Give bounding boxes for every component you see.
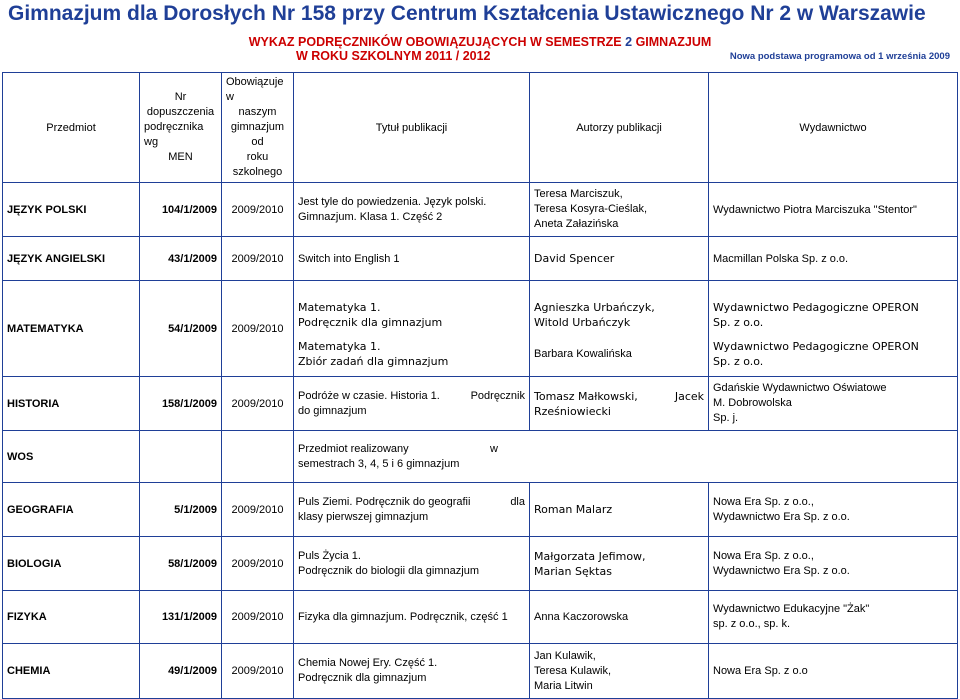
- year-cell: 2009/2010: [222, 377, 294, 431]
- table-row: [3, 483, 958, 537]
- year-cell: 2009/2010: [222, 483, 294, 537]
- header-number: Nr dopuszczenia podręcznika wg MEN: [140, 73, 222, 183]
- subject-cell: MATEMATYKA: [3, 281, 140, 377]
- publisher-cell: Macmillan Polska Sp. z o.o.: [709, 237, 958, 281]
- year-cell: 2009/2010: [222, 183, 294, 237]
- publisher-cell: [709, 431, 958, 483]
- number-cell: 158/1/2009: [140, 377, 222, 431]
- header-publisher: Wydawnictwo: [709, 73, 958, 183]
- publisher-cell: Nowa Era Sp. z o.o: [709, 644, 958, 699]
- title-cell: Puls Ziemi. Podręcznik do geografii dla klasy pierwszej gimnazjum: [294, 483, 530, 537]
- header-authors: Autorzy publikacji: [530, 73, 709, 183]
- header-title: Tytuł publikacji: [294, 73, 530, 183]
- title-cell: Fizyka dla gimnazjum. Podręcznik, część 1: [294, 591, 530, 644]
- publisher-cell: Wydawnictwo Piotra Marciszuka "Stentor": [709, 183, 958, 237]
- subject-cell: GEOGRAFIA: [3, 483, 140, 537]
- authors-cell: Teresa Marciszuk, Teresa Kosyra-Cieślak, Aneta Załazińska: [530, 183, 709, 237]
- heading-line-1: WYKAZ PODRĘCZNIKÓW OBOWIĄZUJĄCYCH W SEMESTRZE 2 GIMNAZJUM: [248, 35, 712, 49]
- year-cell: 2009/2010: [222, 644, 294, 699]
- title-cell: Matematyka 1. Podręcznik dla gimnazjum: [294, 281, 530, 332]
- table-row: [3, 644, 958, 699]
- number-cell: 131/1/2009: [140, 591, 222, 644]
- authors-cell: Małgorzata Jefimow, Marian Sęktas: [530, 537, 709, 591]
- page-title: Gimnazjum dla Dorosłych Nr 158 przy Centrum Kształcenia Ustawicznego Nr 2 w Warszawie: [8, 2, 926, 25]
- authors-cell: Anna Kaczorowska: [530, 591, 709, 644]
- authors-cell: Barbara Kowalińska: [530, 332, 709, 377]
- title-cell: Switch into English 1: [294, 237, 530, 281]
- subject-cell: FIZYKA: [3, 591, 140, 644]
- authors-cell: Agnieszka Urbańczyk, Witold Urbańczyk: [530, 281, 709, 332]
- header-subject: Przedmiot: [3, 73, 140, 183]
- table-header-row: [3, 73, 958, 183]
- heading-line-2: W ROKU SZKOLNYM 2011 / 2012: [296, 49, 491, 63]
- title-cell: Matematyka 1. Zbiór zadań dla gimnazjum: [294, 332, 530, 377]
- number-cell: 43/1/2009: [140, 237, 222, 281]
- number-cell: 58/1/2009: [140, 537, 222, 591]
- table-row: [3, 281, 958, 332]
- title-cell: Przedmiot realizowany w semestrach 3, 4, 5 i 6 gimnazjum: [294, 431, 709, 483]
- table-row: [3, 183, 958, 237]
- year-cell: [222, 431, 294, 483]
- publisher-cell: Wydawnictwo Pedagogiczne OPERON Sp. z o.o.: [709, 281, 958, 332]
- authors-cell: Jan Kulawik, Teresa Kulawik, Maria Litwin: [530, 644, 709, 699]
- authors-cell: Tomasz Małkowski, Jacek Rześniowiecki: [530, 377, 709, 431]
- authors-cell: David Spencer: [530, 237, 709, 281]
- subject-cell: JĘZYK ANGIELSKI: [3, 237, 140, 281]
- header-year: Obowiązuje w naszym gimnazjum od roku szkolnego: [222, 73, 294, 183]
- publisher-cell: Wydawnictwo Edukacyjne "Żak" sp. z o.o., sp. k.: [709, 591, 958, 644]
- number-cell: 104/1/2009: [140, 183, 222, 237]
- subject-cell: JĘZYK POLSKI: [3, 183, 140, 237]
- number-cell: 5/1/2009: [140, 483, 222, 537]
- title-cell: Puls Życia 1. Podręcznik do biologii dla gimnazjum: [294, 537, 530, 591]
- publisher-cell: Gdańskie Wydawnictwo Oświatowe M. Dobrowolska Sp. j.: [709, 377, 958, 431]
- publisher-cell: Wydawnictwo Pedagogiczne OPERON Sp. z o.o.: [709, 332, 958, 377]
- year-cell: 2009/2010: [222, 281, 294, 377]
- title-cell: Jest tyle do powiedzenia. Język polski. Gimnazjum. Klasa 1. Część 2: [294, 183, 530, 237]
- year-cell: 2009/2010: [222, 537, 294, 591]
- year-cell: 2009/2010: [222, 237, 294, 281]
- year-cell: 2009/2010: [222, 591, 294, 644]
- table-row: [3, 537, 958, 591]
- table-row: [3, 377, 958, 431]
- title-cell: Chemia Nowej Ery. Część 1. Podręcznik dla gimnazjum: [294, 644, 530, 699]
- curriculum-note: Nowa podstawa programowa od 1 września 2009: [729, 51, 950, 62]
- title-cell: Podróże w czasie. Historia 1. Podręcznik do gimnazjum: [294, 377, 530, 431]
- publisher-cell: Nowa Era Sp. z o.o., Wydawnictwo Era Sp. z o.o.: [709, 483, 958, 537]
- textbook-table: [2, 72, 958, 699]
- subject-cell: HISTORIA: [3, 377, 140, 431]
- subject-cell: CHEMIA: [3, 644, 140, 699]
- subject-cell: WOS: [3, 431, 140, 483]
- publisher-cell: Nowa Era Sp. z o.o., Wydawnictwo Era Sp. z o.o.: [709, 537, 958, 591]
- table-row: [3, 237, 958, 281]
- number-cell: 49/1/2009: [140, 644, 222, 699]
- number-cell: 54/1/2009: [140, 281, 222, 377]
- table-row: [3, 591, 958, 644]
- authors-cell: Roman Malarz: [530, 483, 709, 537]
- table-row: [3, 431, 958, 483]
- subject-cell: BIOLOGIA: [3, 537, 140, 591]
- number-cell: [140, 431, 222, 483]
